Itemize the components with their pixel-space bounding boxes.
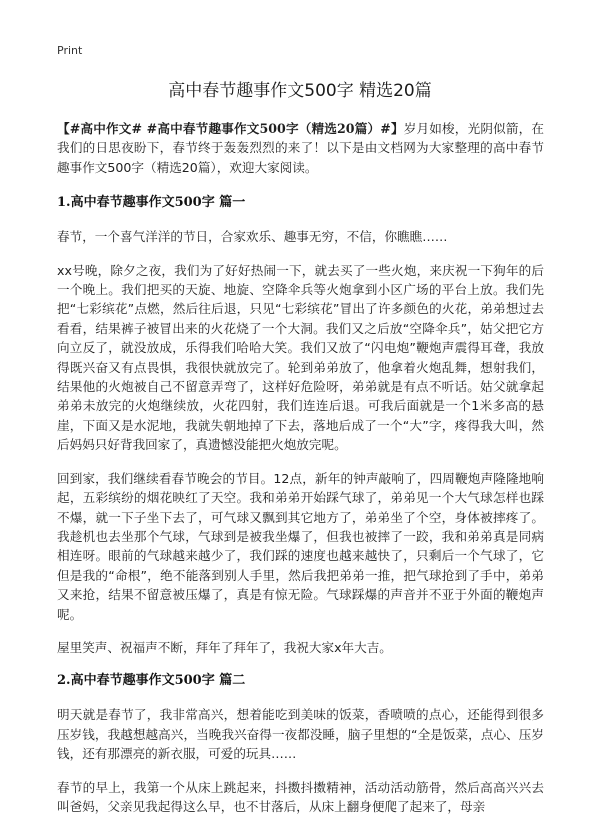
section-1-paragraph-3: 回到家，我们继续看春节晚会的节目。12点，新年的钟声敲响了，四周鞭炮声隆隆地响起，五彩缤纷的烟花映红了天空。我和弟弟开始踩气球了，弟弟见一个大气球怎样也踩不爆，就一下子坐下去了，可气球又飘到其它地方了，弟弟坐了个空，身体被摔疼了。我趁机也去坐那个气球，气球到是被我坐爆了，但我也被摔了一跤，我和弟弟真是同病相连呀。眼前的气球越来越少了，我们踩的速度也越来越快了，只剩后一个气球了，它但是我的“命根”，绝不能落到别人手里，然后我把弟弟一推，把气球抢到了手中，弟弟又来抢，结果不留意被压爆了，真是有惊无险。气球踩爆的声音并不亚于外面的鞭炮声呢。 (57, 470, 544, 622)
intro-paragraph (57, 119, 544, 177)
article-body (57, 119, 544, 828)
section-2-paragraph-1: 明天就是春节了，我非常高兴，想着能吃到美味的饭菜，香喷喷的点心，还能得到很多压岁钱，我越想越高兴，当晚我兴奋得一夜都没睡，脑子里想的“全是饭菜，点心、压岁钱，还有那漂亮的新衣服，可爱的玩具…… (57, 707, 544, 762)
section-heading-1: 1.高中春节趣事作文500字 篇一 (57, 195, 246, 211)
section-1-paragraph-1: 春节，一个喜气洋洋的节日，合家欢乐、趣事无穷，不信，你瞧瞧…… (57, 229, 448, 245)
intro-text: 岁月如梭，光阴似箭，在我们的日思夜盼下，春节终于轰轰烈烈的来了！以下是由文档网为大家整理的高中春节趣事作文500字（精选20篇），欢迎大家阅读。 (57, 121, 544, 175)
section-heading-2: 2.高中春节趣事作文500字 篇二 (57, 673, 246, 689)
section-1-paragraph-4: 屋里笑声、祝福声不断，拜年了拜年了，我祝大家x年大吉。 (57, 639, 392, 655)
intro-tag: 【#高中作文# #高中春节趣事作文500字（精选20篇）#】 (57, 121, 404, 136)
page-title: 高中春节趣事作文500字 精选20篇 (168, 81, 432, 101)
section-2-paragraph-2: 春节的早上，我第一个从床上跳起来，抖擞抖擞精神，活动活动筋骨，然后高高兴兴去叫爸妈，父亲见我起得这么早，也不甘落后，从床上翻身便爬了起来了，母亲 (57, 779, 544, 814)
print-label[interactable]: Print (57, 44, 83, 57)
section-1-paragraph-2: xx号晚，除夕之夜，我们为了好好热闹一下，就去买了一些火炮，来庆祝一下狗年的后一个晚上。我们把买的天旋、地旋、空降伞兵等火炮拿到小区广场的平台上放。我们先把“七彩缤花”点燃，然后往后退，只见“七彩缤花”冒出了许多颜色的火花，弟弟想过去看看，结果裤子被冒出来的火花烧了一个大洞。我们又之后放“空降伞兵”，姑父把它方向立反了，就没放成，乐得我们哈哈大笑。我们又放了“闪电炮”鞭炮声震得耳聋，我放得既兴奋又有点畏惧，我很快就放完了。轮到弟弟放了，他拿着火炮乱舞，想射我们，结果他的火炮被自己不留意弄弯了，这样好危险呀，弟弟就是有点不听话。姑父就拿起弟弟未放完的火炮继续放，火花四射，我们连连后退。可我后面就是一个1米多高的悬崖，下面又是水泥地，我就失朝地掉了下去，落地后成了一个“大”字，疼得我大叫，然后妈妈只好背我回家了，真遗憾没能把火炮放完呢。 (57, 262, 544, 453)
